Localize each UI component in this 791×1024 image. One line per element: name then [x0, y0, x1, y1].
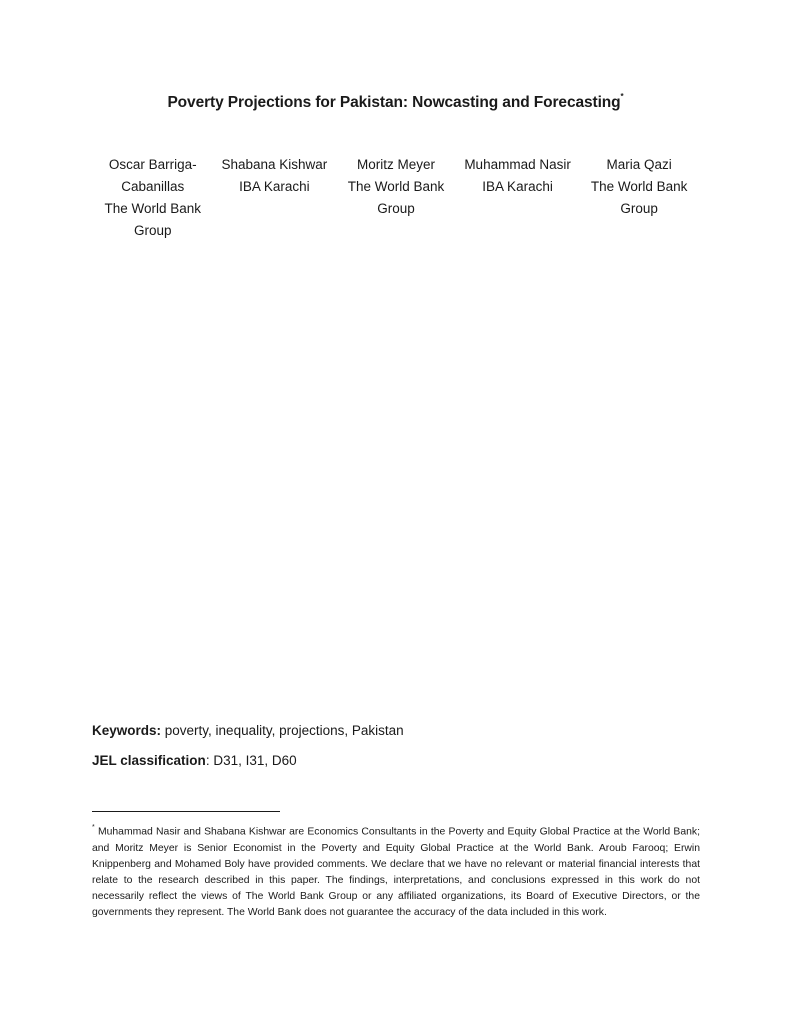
keywords-value: poverty, inequality, projections, Pakistan: [161, 723, 404, 738]
author-affiliation: IBA Karachi: [239, 179, 310, 194]
keywords-line: [92, 723, 404, 738]
author-block: [578, 154, 700, 242]
jel-classification-line: [92, 753, 297, 768]
footnote-marker: *: [92, 824, 95, 831]
jel-value: : D31, I31, D60: [205, 753, 297, 768]
title-footnote-marker: *: [620, 92, 624, 101]
paper-title-text: Poverty Projections for Pakistan: Nowcasting and Forecasting: [167, 94, 621, 112]
author-list: [92, 154, 700, 242]
author-affiliation: The World Bank Group: [104, 201, 202, 238]
author-name: Maria Qazi: [606, 157, 672, 172]
author-name: Moritz Meyer: [356, 157, 435, 172]
author-name: Muhammad Nasir: [464, 157, 571, 172]
author-affiliation: The World Bank Group: [347, 179, 445, 216]
footnote-separator: [92, 811, 280, 812]
jel-label: JEL classification: [92, 753, 206, 768]
author-block: [92, 154, 214, 242]
author-block: [335, 154, 457, 242]
author-affiliation: The World Bank Group: [590, 179, 688, 216]
author-block: [457, 154, 579, 242]
author-block: [214, 154, 336, 242]
footnote: [92, 821, 700, 922]
keywords-label: Keywords:: [92, 723, 162, 738]
author-affiliation: IBA Karachi: [482, 179, 553, 194]
paper-title: [0, 94, 791, 112]
author-name: Shabana Kishwar: [221, 157, 328, 172]
footnote-text: Muhammad Nasir and Shabana Kishwar are Economics Consultants in the Poverty and Equity Global Practice at the World Bank; and Moritz Meyer is Senior Economist in the Poverty and Equity Global Practice at the World Bank. Aroub Farooq; Erwin Knippenberg and Mohamed Boly have provided comments. We declare that we have no relevant or material financial interests that relate to the research described in this paper. The findings, interpretations, and conclusions expressed in this work do not necessarily reflect the views of The World Bank Group or any affiliated organizations, its Board of Executive Directors, or the governments they represent. The World Bank does not guarantee the accuracy of the data included in this work.: [92, 826, 700, 919]
author-name: Oscar Barriga-Cabanillas: [108, 157, 197, 194]
